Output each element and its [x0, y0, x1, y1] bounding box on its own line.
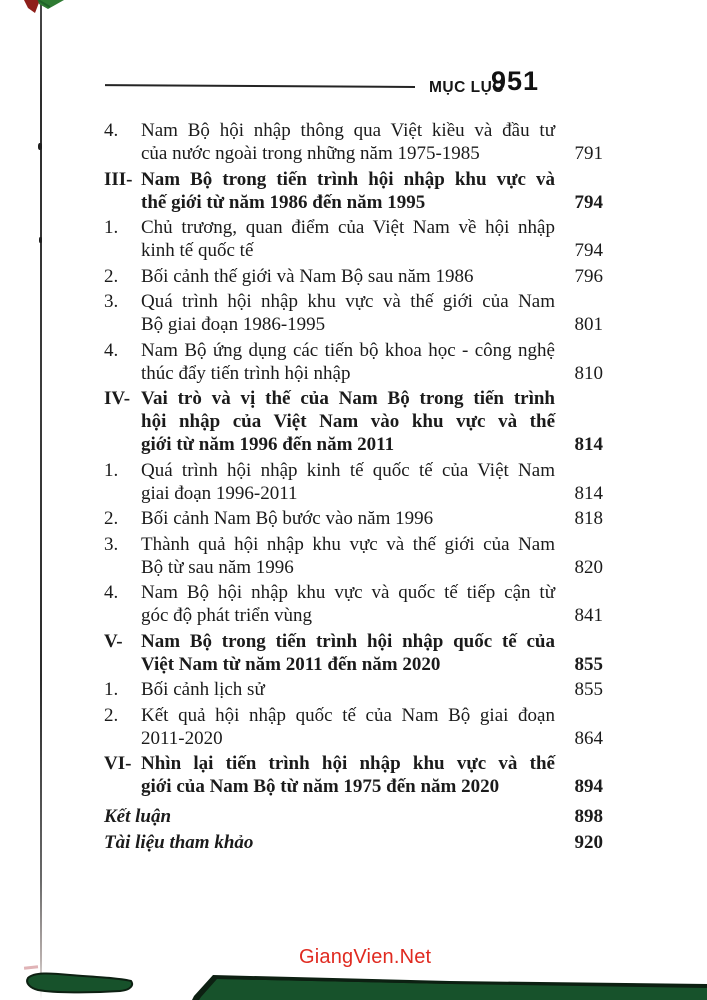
header-rule [105, 84, 415, 88]
toc-page-number: 801 [574, 314, 603, 335]
toc-page-number: 898 [574, 806, 603, 827]
toc-entry [104, 168, 603, 214]
toc-entry-line: Nam Bộ hội nhập khu vực và quốc tế tiếp cận từ [141, 582, 555, 603]
toc-page-number: 818 [574, 508, 603, 529]
toc-entry-title [141, 339, 555, 385]
toc-entry [104, 752, 603, 798]
toc-entry-line: Quá trình hội nhập khu vực và thế giới của Nam [141, 291, 555, 312]
toc-entry-line: giới của Nam Bộ từ năm 1975 đến năm 2020 [141, 776, 500, 797]
toc-entry-title [141, 387, 555, 456]
toc-entry-marker: 4. [104, 582, 119, 603]
toc-entry-line: hội nhập của Việt Nam vào khu vực và thế [141, 411, 555, 432]
toc-entry-marker: 1. [104, 679, 119, 700]
toc-entry-line: Nam Bộ hội nhập thông qua Việt kiều và đầu tư [141, 120, 555, 141]
toc-entry [104, 290, 603, 336]
toc-entry-line: thế giới từ năm 1986 đến năm 1995 [141, 191, 426, 213]
toc-entry-title [141, 265, 555, 288]
toc-entry-line: giai đoạn 1996-2011 [141, 482, 298, 504]
toc-entry [104, 387, 603, 456]
toc-entry-title [141, 119, 555, 165]
toc-entry-line: Việt Nam từ năm 2011 đến năm 2020 [141, 653, 441, 675]
toc-entry-title [141, 290, 555, 336]
header-page-number: 951 [491, 66, 540, 96]
toc-entry-marker: IV- [104, 388, 131, 409]
toc-page-number: 814 [574, 482, 603, 504]
toc-entry [104, 581, 603, 627]
toc-entry-marker: 1. [104, 217, 119, 238]
toc-entry-title [104, 805, 555, 828]
book-edge-bottom [0, 965, 707, 1000]
toc-entry-line: Nam Bộ trong tiến trình hội nhập khu vực và [141, 168, 555, 190]
toc-entry-line: Nam Bộ trong tiến trình hội nhập quốc tế của [141, 630, 555, 652]
toc-page-number: 855 [574, 653, 603, 675]
toc-entry-title [141, 216, 555, 262]
toc-entry [104, 678, 603, 701]
watermark-site-name: GiangVien.Net [299, 946, 432, 968]
ink-speck [38, 143, 42, 150]
toc-entry [104, 265, 603, 288]
toc-entry-marker: 2. [104, 704, 119, 726]
toc-page-number: 791 [574, 143, 603, 164]
toc-entry [104, 507, 603, 530]
toc-entry-marker: 1. [104, 459, 119, 481]
toc-entry-line: Nam Bộ ứng dụng các tiến bộ khoa học - công nghệ [141, 339, 555, 361]
toc-entry-line: 2011-2020 [141, 727, 223, 749]
toc-entry-line: Nhìn lại tiến trình hội nhập khu vực và thế [141, 753, 555, 774]
toc-entry-line: thúc đẩy tiến trình hội nhập [141, 362, 351, 384]
toc-entry-marker: 4. [104, 339, 119, 361]
toc-entry-line: Bộ giai đoạn 1986-1995 [141, 314, 326, 335]
toc-entry [104, 831, 603, 854]
toc-entry-marker: 2. [104, 265, 119, 287]
toc-entry-title [141, 459, 555, 505]
toc-page-number: 841 [574, 605, 603, 626]
toc-entry-title [141, 678, 555, 701]
toc-entry-title [141, 704, 555, 750]
toc-entry-line: giới từ năm 1996 đến năm 2011 [141, 434, 395, 455]
toc-entry-marker: 3. [104, 533, 119, 555]
toc-entry [104, 805, 603, 828]
toc-entry-title [141, 533, 555, 579]
toc-page-number: 920 [574, 831, 603, 853]
toc-entry-title [141, 630, 555, 676]
toc-entry-title [141, 168, 555, 214]
toc-entry-title [104, 831, 555, 854]
table-of-contents [104, 119, 603, 856]
toc-entry-line: của nước ngoài trong những năm 1975-1985 [141, 143, 480, 164]
toc-page-number: 820 [574, 556, 603, 578]
toc-page-number: 855 [574, 679, 603, 700]
toc-page-number: 864 [574, 727, 603, 749]
toc-page-number: 794 [574, 191, 603, 213]
toc-entry-line: Tài liệu tham khảo [104, 831, 254, 853]
toc-page-number: 810 [574, 362, 603, 384]
page-binding-line [40, 0, 42, 1000]
toc-entry-line: kinh tế quốc tế [141, 240, 254, 261]
toc-entry-marker: V- [104, 630, 123, 652]
toc-entry-title [141, 507, 555, 530]
toc-entry [104, 704, 603, 750]
toc-entry [104, 459, 603, 505]
toc-entry-title [141, 581, 555, 627]
toc-entry-line: Kết luận [104, 806, 172, 827]
toc-entry-title [141, 752, 555, 798]
toc-entry [104, 630, 603, 676]
toc-entry-marker: VI- [104, 753, 132, 774]
toc-entry-line: Quá trình hội nhập kinh tế quốc tế của Việt Nam [141, 459, 555, 481]
toc-entry [104, 216, 603, 262]
toc-entry-line: Kết quả hội nhập quốc tế của Nam Bộ giai đoạn [141, 704, 555, 726]
toc-entry [104, 533, 603, 579]
toc-page-number: 894 [574, 776, 603, 797]
toc-page-number: 794 [574, 240, 603, 261]
toc-entry-line: Chủ trương, quan điểm của Việt Nam về hội nhập [141, 217, 555, 238]
book-spine-corner-mark [20, 0, 70, 14]
toc-entry [104, 119, 603, 165]
toc-entry-marker: 2. [104, 508, 119, 529]
toc-entry-line: Bối cảnh Nam Bộ bước vào năm 1996 [141, 508, 434, 529]
toc-page-number: 814 [574, 434, 603, 455]
toc-entry [104, 339, 603, 385]
toc-entry-marker: 4. [104, 120, 119, 141]
toc-entry-marker: III- [104, 168, 133, 190]
toc-entry-line: góc độ phát triển vùng [141, 605, 312, 626]
toc-entry-line: Bối cảnh thế giới và Nam Bộ sau năm 1986 [141, 265, 474, 287]
toc-entry-marker: 3. [104, 291, 119, 312]
toc-page-number: 796 [574, 265, 603, 287]
header-section-title: MỤC LỤC [429, 79, 504, 96]
toc-entry-line: Bối cảnh lịch sử [141, 679, 265, 700]
ink-speck [39, 237, 42, 243]
toc-entry-line: Vai trò và vị thế của Nam Bộ trong tiến trình [141, 388, 555, 409]
toc-entry-line: Bộ từ sau năm 1996 [141, 556, 294, 578]
toc-entry-line: Thành quả hội nhập khu vực và thế giới của Nam [141, 533, 555, 555]
